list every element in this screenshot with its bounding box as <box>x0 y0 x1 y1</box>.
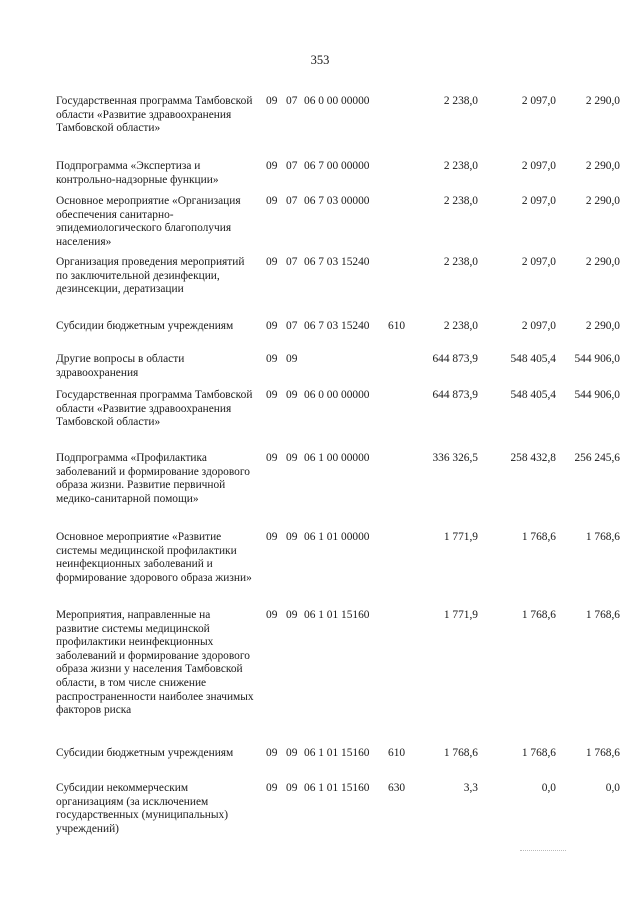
amount-year-3: 2 290,0 <box>585 195 620 207</box>
amount-year-2: 2 097,0 <box>521 320 556 332</box>
section-code: 09 <box>266 353 278 365</box>
section-code: 09 <box>266 531 278 543</box>
amount-year-2: 0,0 <box>541 782 556 794</box>
subsection-code: 07 <box>286 160 298 172</box>
amount-year-2: 1 768,6 <box>521 747 556 759</box>
amount-year-3: 1 768,6 <box>585 531 620 543</box>
section-code: 09 <box>266 256 278 268</box>
amount-year-1: 644 873,9 <box>432 353 478 365</box>
target-article-code: 06 7 03 00000 <box>304 195 370 207</box>
amount-year-3: 2 290,0 <box>585 320 620 332</box>
target-article-code: 06 7 00 00000 <box>304 160 370 172</box>
amount-year-1: 1 771,9 <box>443 531 478 543</box>
amount-year-1: 2 238,0 <box>443 95 478 107</box>
target-article-code: 06 1 01 15160 <box>304 747 370 759</box>
page-number: 353 <box>310 53 330 67</box>
target-article-code: 06 0 00 00000 <box>304 389 370 401</box>
section-code: 09 <box>266 160 278 172</box>
amount-year-1: 2 238,0 <box>443 160 478 172</box>
amount-year-3: 544 906,0 <box>574 353 620 365</box>
section-code: 09 <box>266 609 278 621</box>
row-name: Основное мероприятие «Организация обеспечения санитарно-эпидемиологического благополучия населения» <box>56 195 241 248</box>
subsection-code: 09 <box>286 747 298 759</box>
amount-year-3: 2 290,0 <box>585 160 620 172</box>
amount-year-1: 2 238,0 <box>443 256 478 268</box>
subsection-code: 09 <box>286 782 298 794</box>
subsection-code: 07 <box>286 195 298 207</box>
amount-year-3: 544 906,0 <box>574 389 620 401</box>
target-article-code: 06 7 03 15240 <box>304 320 370 332</box>
target-article-code: 06 1 00 00000 <box>304 452 370 464</box>
amount-year-3: 256 245,6 <box>574 452 620 464</box>
row-name: Государственная программа Тамбовской области «Развитие здравоохранения Тамбовской области» <box>56 389 253 429</box>
amount-year-2: 1 768,6 <box>521 609 556 621</box>
target-article-code: 06 0 00 00000 <box>304 95 370 107</box>
row-name: Другие вопросы в области здравоохранения <box>56 353 185 379</box>
subsection-code: 09 <box>286 452 298 464</box>
amount-year-2: 1 768,6 <box>521 531 556 543</box>
row-name: Субсидии бюджетным учреждениям <box>56 747 234 759</box>
amount-year-2: 2 097,0 <box>521 256 556 268</box>
section-code: 09 <box>266 389 278 401</box>
row-name: Мероприятия, направленные на развитие системы медицинской профилактики неинфекционных заболеваний и формирование здорового образа жизни у населения Тамбовской области, в том числе снижение распространенности наиболее значимых факторов риска <box>56 609 254 717</box>
section-code: 09 <box>266 452 278 464</box>
amount-year-2: 258 432,8 <box>510 452 556 464</box>
section-code: 09 <box>266 195 278 207</box>
row-name: Государственная программа Тамбовской области «Развитие здравоохранения Тамбовской области» <box>56 95 253 135</box>
amount-year-3: 2 290,0 <box>585 95 620 107</box>
amount-year-1: 2 238,0 <box>443 195 478 207</box>
amount-year-2: 2 097,0 <box>521 95 556 107</box>
subsection-code: 09 <box>286 531 298 543</box>
amount-year-1: 3,3 <box>463 782 478 794</box>
amount-year-1: 1 771,9 <box>443 609 478 621</box>
subsection-code: 07 <box>286 95 298 107</box>
subsection-code: 07 <box>286 256 298 268</box>
row-name: Субсидии бюджетным учреждениям <box>56 320 234 332</box>
amount-year-3: 1 768,6 <box>585 609 620 621</box>
subsection-code: 09 <box>286 609 298 621</box>
section-code: 09 <box>266 782 278 794</box>
amount-year-1: 644 873,9 <box>432 389 478 401</box>
amount-year-2: 548 405,4 <box>510 353 556 365</box>
amount-year-3: 0,0 <box>605 782 620 794</box>
expense-type-code: 610 <box>388 747 406 759</box>
amount-year-3: 2 290,0 <box>585 256 620 268</box>
amount-year-3: 1 768,6 <box>585 747 620 759</box>
section-code: 09 <box>266 320 278 332</box>
row-name: Подпрограмма «Экспертиза и контрольно-надзорные функции» <box>56 160 219 186</box>
subsection-code: 09 <box>286 389 298 401</box>
amount-year-2: 2 097,0 <box>521 195 556 207</box>
row-name: Подпрограмма «Профилактика заболеваний и формирование здорового образа жизни. Развитие первичной медико-санитарной помощи» <box>56 452 250 505</box>
amount-year-1: 2 238,0 <box>443 320 478 332</box>
subsection-code: 09 <box>286 353 298 365</box>
target-article-code: 06 1 01 15160 <box>304 609 370 621</box>
target-article-code: 06 1 01 00000 <box>304 531 370 543</box>
row-name: Основное мероприятие «Развитие системы медицинской профилактики неинфекционных заболеваний и формирование здорового образа жизни» <box>56 531 252 584</box>
subsection-code: 07 <box>286 320 298 332</box>
expense-type-code: 630 <box>388 782 406 794</box>
section-code: 09 <box>266 747 278 759</box>
target-article-code: 06 1 01 15160 <box>304 782 370 794</box>
scan-artifact <box>520 850 566 853</box>
amount-year-2: 548 405,4 <box>510 389 556 401</box>
expense-type-code: 610 <box>388 320 406 332</box>
amount-year-2: 2 097,0 <box>521 160 556 172</box>
row-name: Организация проведения мероприятий по заключительной дезинфекции, дезинсекции, дератизации <box>56 256 245 296</box>
amount-year-1: 336 326,5 <box>432 452 478 464</box>
target-article-code: 06 7 03 15240 <box>304 256 370 268</box>
section-code: 09 <box>266 95 278 107</box>
amount-year-1: 1 768,6 <box>443 747 478 759</box>
row-name: Субсидии некоммерческим организациям (за исключением государственных (муниципальных) учреждений) <box>56 782 229 835</box>
